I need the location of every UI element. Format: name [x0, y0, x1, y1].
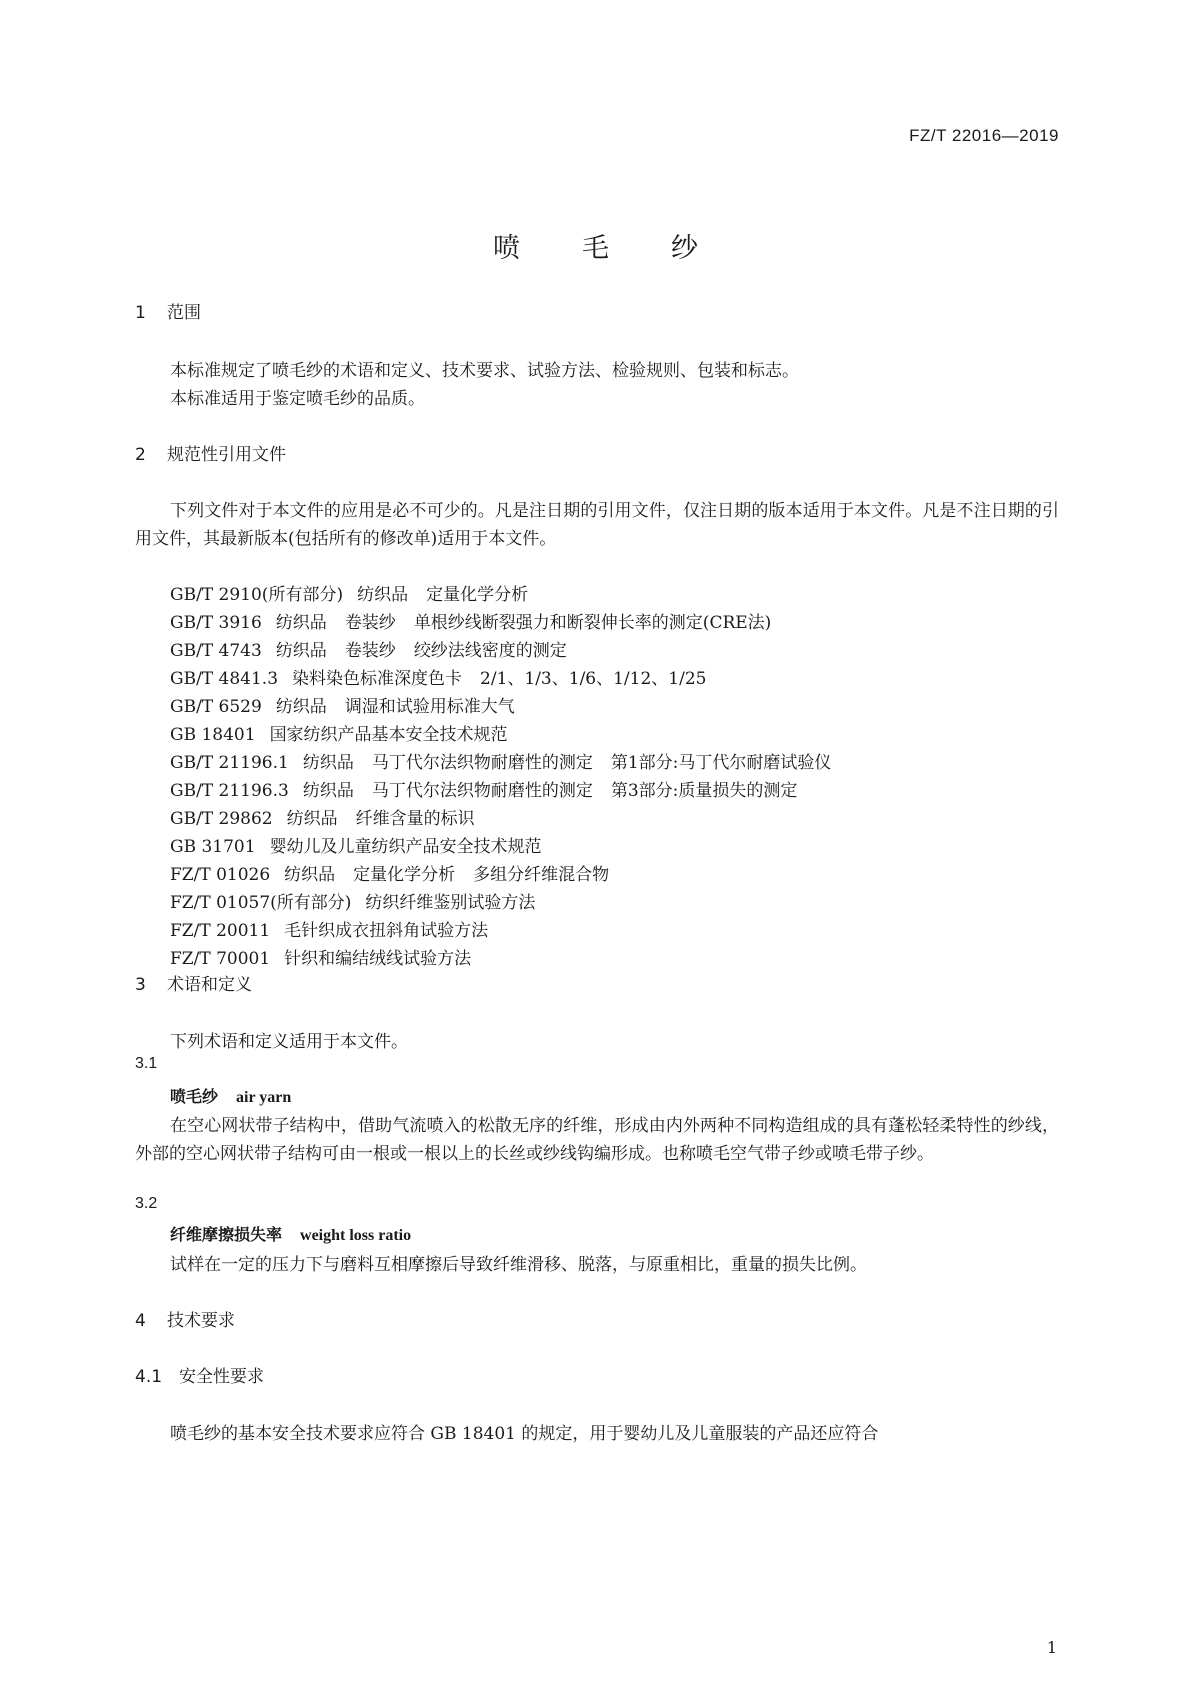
reference-code: GB 31701	[170, 837, 256, 857]
reference-item	[170, 580, 546, 605]
reference-title-part: 纺织品	[275, 641, 327, 661]
section-number: 4	[135, 1311, 146, 1331]
paragraph: 本标准适用于鉴定喷毛纱的品质。	[170, 389, 425, 409]
reference-title-part: 针织和编结绒线试验方法	[284, 949, 472, 969]
reference-item	[170, 888, 553, 913]
section-title: 技术要求	[167, 1311, 235, 1331]
reference-code: GB/T 4841.3	[170, 669, 279, 689]
reference-title-part: 绞纱法线密度的测定	[413, 641, 567, 661]
reference-title-part: 2/1、1/3、1/6、1/12、1/25	[480, 669, 707, 689]
section-3-heading	[135, 970, 252, 995]
document-title: 喷毛纱	[493, 233, 760, 264]
section-number: 1	[135, 303, 146, 323]
reference-title-part: 国家纺织产品基本安全技术规范	[269, 725, 508, 745]
reference-title-part: 纺织品	[357, 585, 409, 605]
standard-number: FZ/T 22016—2019	[909, 126, 1059, 145]
subsection-4-1-heading	[135, 1362, 264, 1387]
term-entry	[170, 1222, 411, 1245]
reference-title-part: 第1部分:马丁代尔耐磨试验仪	[610, 753, 832, 773]
section-4-heading	[135, 1306, 235, 1331]
paragraph: 下列文件对于本文件的应用是必不可少的。凡是注日期的引用文件，仅注日期的版本适用于本文件。凡是不注日期的引用文件，其最新版本(包括所有的修改单)适用于本文件。	[135, 501, 1059, 549]
reference-code: FZ/T 20011	[170, 921, 271, 941]
subsection-title: 安全性要求	[179, 1367, 264, 1387]
section-number: 3	[135, 975, 146, 995]
reference-title-part: 纺织纤维鉴别试验方法	[365, 893, 536, 913]
reference-title-part: 纤维含量的标识	[355, 809, 475, 829]
reference-title-part: 纺织品	[286, 809, 338, 829]
reference-code: GB/T 4743	[170, 641, 262, 661]
reference-code: FZ/T 01026	[170, 865, 271, 885]
reference-code: GB/T 21196.3	[170, 781, 289, 801]
reference-title-part: 纺织品	[302, 753, 354, 773]
reference-title-part: 卷装纱	[344, 641, 396, 661]
reference-code: GB/T 29862	[170, 809, 273, 829]
reference-title-part: 定量化学分析	[426, 585, 529, 605]
term-definition: 在空心网状带子结构中，借助气流喷入的松散无序的纤维，形成由内外两种不同构造组成的具有蓬松轻柔特性的纱线，外部的空心网状带子结构可由一根或一根以上的长丝或纱线钩编形成。也称喷毛空气带子纱或喷毛带子纱。	[135, 1116, 1059, 1164]
section-2-heading	[135, 440, 286, 465]
term-definition: 试样在一定的压力下与磨料互相摩擦后导致纤维滑移、脱落，与原重相比，重量的损失比例。	[170, 1255, 867, 1275]
reference-code: GB/T 2910(所有部分)	[170, 585, 344, 605]
reference-code: GB/T 6529	[170, 697, 262, 717]
reference-item	[170, 944, 489, 969]
term-en: air yarn	[236, 1089, 292, 1106]
paragraph: 本标准规定了喷毛纱的术语和定义、技术要求、试验方法、检验规则、包装和标志。	[170, 361, 799, 381]
reference-code: FZ/T 70001	[170, 949, 271, 969]
reference-title-part: 马丁代尔法织物耐磨性的测定	[371, 753, 593, 773]
term-en: weight loss ratio	[300, 1227, 412, 1244]
reference-title-part: 婴幼儿及儿童纺织产品安全技术规范	[269, 837, 542, 857]
reference-title-part: 染料染色标准深度色卡	[292, 669, 463, 689]
reference-title-part: 多组分纤维混合物	[473, 865, 610, 885]
reference-item	[170, 692, 533, 717]
reference-item	[170, 776, 815, 801]
reference-code: FZ/T 01057(所有部分)	[170, 893, 352, 913]
term-zh: 喷毛纱	[170, 1087, 219, 1106]
subsection-number: 4.1	[135, 1367, 163, 1387]
clause-number: 3.2	[135, 1195, 158, 1212]
paragraph: 喷毛纱的基本安全技术要求应符合 GB 18401 的规定，用于婴幼儿及儿童服装的产品还应符合	[170, 1424, 879, 1444]
reference-title-part: 纺织品	[275, 697, 327, 717]
term-zh: 纤维摩擦损失率	[170, 1225, 283, 1244]
reference-code: GB/T 21196.1	[170, 753, 289, 773]
reference-title-part: 第3部分:质量损失的测定	[610, 781, 798, 801]
reference-title-part: 马丁代尔法织物耐磨性的测定	[371, 781, 593, 801]
reference-title-part: 纺织品	[302, 781, 354, 801]
section-title: 范围	[167, 303, 201, 323]
reference-item	[170, 608, 789, 633]
section-title: 术语和定义	[167, 975, 252, 995]
reference-item	[170, 664, 724, 689]
page-number: 1	[1046, 1638, 1057, 1657]
reference-title-part: 纺织品	[275, 613, 327, 633]
reference-item	[170, 636, 585, 661]
reference-title-part: 调湿和试验用标准大气	[344, 697, 515, 717]
reference-title-part: 毛针织成衣扭斜角试验方法	[284, 921, 489, 941]
clause-number: 3.1	[135, 1055, 158, 1072]
section-1-heading	[135, 298, 201, 323]
section-number: 2	[135, 445, 146, 465]
reference-item	[170, 916, 506, 941]
paragraph: 下列术语和定义适用于本文件。	[170, 1032, 408, 1052]
reference-title-part: 单根纱线断裂强力和断裂伸长率的测定(CRE法)	[413, 613, 772, 633]
reference-title-part: 卷装纱	[344, 613, 396, 633]
reference-code: GB/T 3916	[170, 613, 262, 633]
reference-item	[170, 748, 849, 773]
reference-item	[170, 860, 627, 885]
reference-title-part: 定量化学分析	[353, 865, 456, 885]
reference-item	[170, 832, 560, 857]
term-entry	[170, 1084, 291, 1107]
reference-item	[170, 720, 526, 745]
reference-code: GB 18401	[170, 725, 256, 745]
reference-title-part: 纺织品	[284, 865, 336, 885]
section-title: 规范性引用文件	[167, 445, 286, 465]
reference-item	[170, 804, 493, 829]
